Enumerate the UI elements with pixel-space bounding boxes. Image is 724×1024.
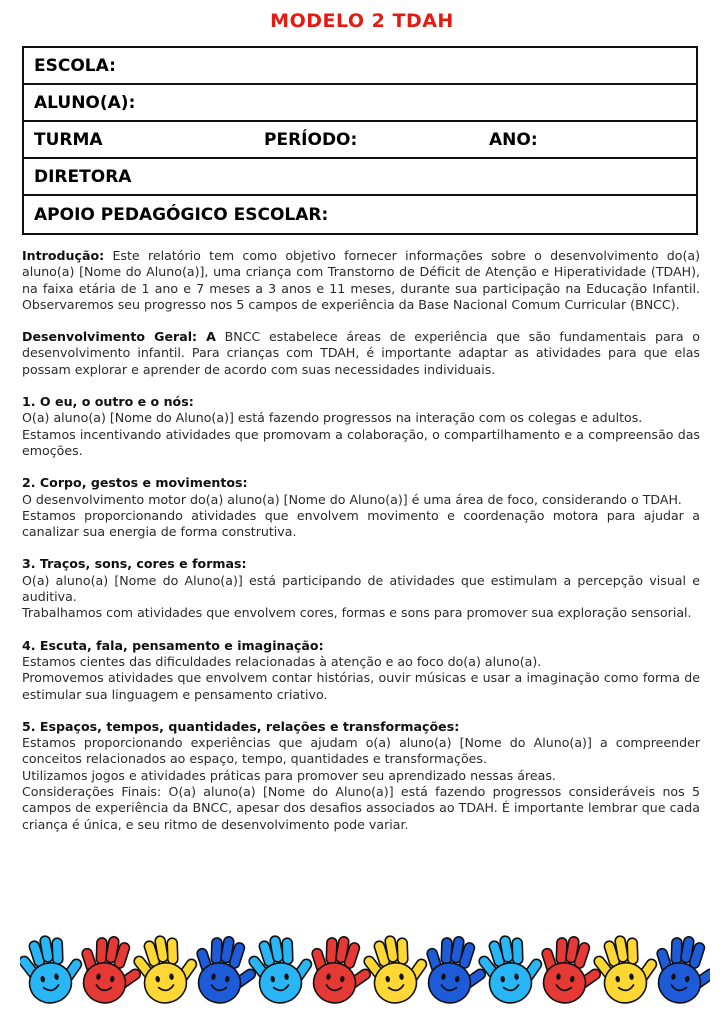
section-line: O desenvolvimento motor do(a) aluno(a) [Nome do Aluno(a)] é uma área de foco, considerando o TDAH. [22, 491, 682, 507]
section-2 [22, 475, 700, 540]
dev-text: BNCC estabelece áreas de experiência que são fundamentais para o desenvolvimento infantil. Para crianças com TDAH, é importante adaptar as atividades para que elas possam explorar e aprender de acordo com suas necessidades individuais. [22, 329, 700, 377]
student-row [24, 85, 696, 122]
hand-icon [188, 932, 263, 1009]
section-heading: 3. Traços, sons, cores e formas: [22, 556, 247, 572]
dev-label: Desenvolvimento Geral: A [22, 329, 216, 345]
class-row [24, 122, 696, 159]
section-4 [22, 638, 700, 703]
intro-text: Este relatório tem como objetivo fornecer informações sobre o desenvolvimento do(a) aluno(a) [Nome do Aluno(a)], uma criança com Transtorno de Déficit de Atenção e Hiperatividade (TDAH), na faixa etária de 1 ano e 7 meses a 3 anos e 11 meses, durante sua participação na Educação Infantil. Observaremos seu progresso nos 5 campos de experiência da Base Nacional Comum Curricular (BNCC). [22, 248, 700, 312]
school-row [24, 48, 696, 85]
hand-icon [589, 930, 664, 1007]
period-label: PERÍODO: [264, 129, 358, 150]
section-line: O(a) aluno(a) [Nome do Aluno(a)] está fazendo progressos na interação com os colegas e adultos. [22, 410, 643, 426]
year-label: ANO: [489, 129, 538, 150]
dev-paragraph [22, 329, 700, 378]
hand-icon [533, 932, 608, 1009]
intro-label: Introdução: [22, 248, 105, 263]
section-line: Estamos cientes das dificuldades relacionadas à atenção e ao foco do(a) aluno(a). [22, 653, 542, 669]
section-line: Utilizamos jogos e atividades práticas para promover seu aprendizado nessas áreas. [22, 767, 556, 783]
director-row [24, 159, 696, 196]
hand-icon [244, 930, 319, 1007]
section-line: Trabalhamos com atividades que envolvem cores, formas e sons para promover sua exploração sensorial. [22, 605, 692, 621]
school-info-box [22, 46, 698, 235]
section-heading: 2. Corpo, gestos e movimentos: [22, 475, 248, 491]
section-1 [22, 394, 700, 459]
section-line: Estamos proporcionando experiências que ajudam o(a) aluno(a) [Nome do Aluno(a)] a compreender conceitos relacionados ao espaço, tempo, quantidades e transformações. [22, 735, 700, 767]
section-line: Considerações Finais: O(a) aluno(a) [Nome do Aluno(a)] está fazendo progressos consideráveis nos 5 campos de experiência da BNCC, apesar dos desafios associados ao TDAH. É importante lembrar que cada criança é única, e seu ritmo de desenvolvimento pode variar. [22, 784, 700, 832]
hand-icon [303, 932, 378, 1009]
document-title: MODELO 2 TDAH [270, 10, 454, 32]
hand-icon [20, 930, 89, 1007]
hands-border-decoration [20, 915, 710, 1015]
hand-icon [359, 930, 434, 1007]
section-line: O(a) aluno(a) [Nome do Aluno(a)] está participando de atividades que estimulam a percepção visual e auditiva. [22, 572, 700, 605]
director-label: DIRETORA [34, 166, 132, 187]
hand-icon [648, 932, 710, 1009]
intro-paragraph [22, 248, 700, 313]
section-3 [22, 556, 700, 621]
student-label: ALUNO(A): [34, 92, 136, 113]
hand-icon [474, 930, 549, 1007]
sections-container [22, 378, 700, 833]
class-label: TURMA [34, 129, 103, 150]
section-line: Estamos proporcionando atividades que envolvem movimento e coordenação motora para ajudar a canalizar sua energia de forma construtiva. [22, 507, 700, 540]
support-row [24, 196, 696, 233]
school-label: ESCOLA: [34, 55, 116, 76]
section-heading: 1. O eu, o outro e o nós: [22, 394, 194, 410]
section-line: Promovemos atividades que envolvem contar histórias, ouvir músicas e usar a imaginação como forma de estimular sua linguagem e pensamento criativo. [22, 670, 700, 702]
hand-icon [418, 932, 493, 1009]
section-heading: 4. Escuta, fala, pensamento e imaginação: [22, 637, 324, 653]
section-line: Estamos incentivando atividades que promovam a colaboração, o compartilhamento e a compreensão das emoções. [22, 426, 700, 458]
section-heading: 5. Espaços, tempos, quantidades, relações e transformações: [22, 718, 460, 734]
hand-icon [73, 932, 148, 1009]
section-5 [22, 719, 700, 833]
support-label: APOIO PEDAGÓGICO ESCOLAR: [34, 204, 329, 225]
hand-icon [129, 930, 204, 1007]
report-body [22, 248, 700, 833]
